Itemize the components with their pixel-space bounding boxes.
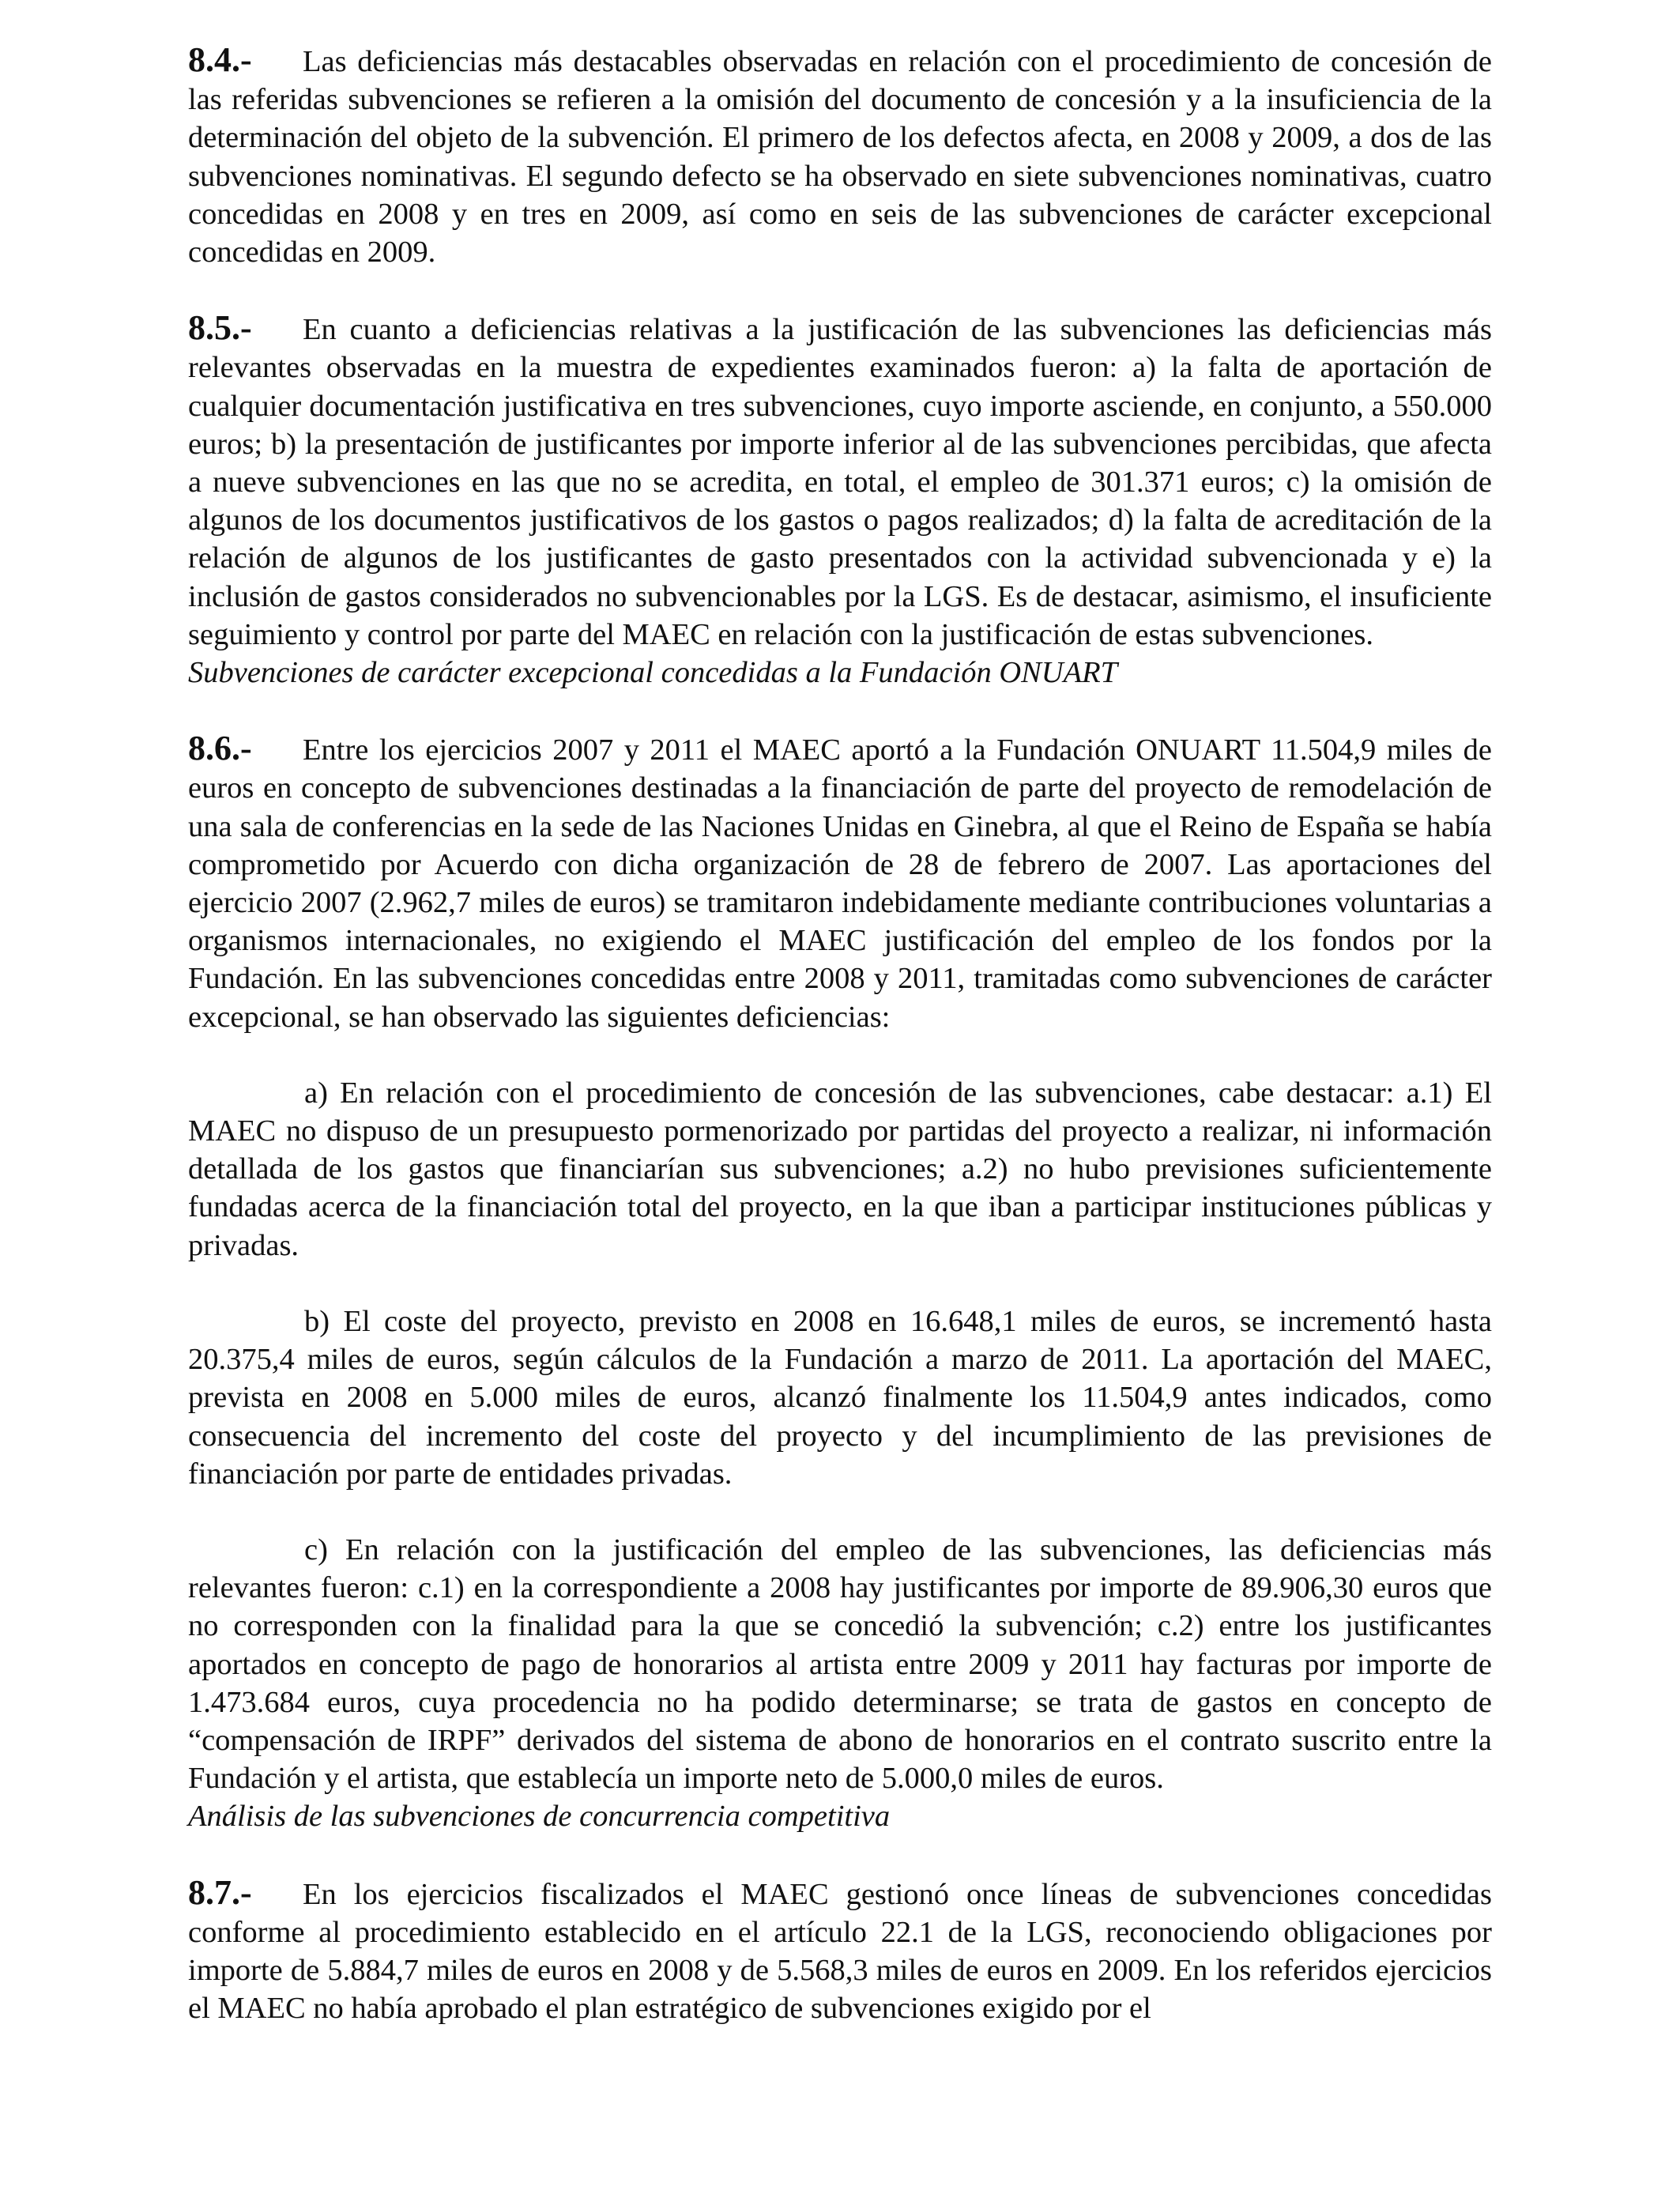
paragraph-8-4 (188, 41, 1492, 271)
paragraph-text: Las deficiencias más destacables observadas en relación con el procedimiento de concesión de las referidas subvenciones se refieren a la omisión del documento de concesión y a la insuficiencia de la determinación del objeto de la subvención. El primero de los defectos afecta, en 2008 y 2009, a dos de las subvenciones nominativas. El segundo defecto se ha observado en siete subvenciones nominativas, cuatro concedidas en 2008 y en tres en 2009, así como en seis de las subvenciones de carácter excepcional concedidas en 2009. (188, 45, 1492, 270)
paragraph-8-5 (188, 309, 1492, 654)
paragraph-8-6 (188, 729, 1492, 1036)
paragraph-text: Entre los ejercicios 2007 y 2011 el MAEC aportó a la Fundación ONUART 11.504,9 miles de euros en concepto de subvenciones destinadas a la financiación de parte del proyecto de remodelación de una sala de conferencias en la sede de las Naciones Unidas en Ginebra, al que el Reino de España se había comprometido por Acuerdo con dicha organización de 28 de febrero de 2007. Las aportaciones del ejercicio 2007 (2.962,7 miles de euros) se tramitaron indebidamente mediante contribuciones voluntarias a organismos internacionales, no exigiendo el MAEC justificación del empleo de los fondos por la Fundación. En las subvenciones concedidas entre 2008 y 2011, tramitadas como subvenciones de carácter excepcional, se han observado las siguientes deficiencias: (188, 733, 1492, 1034)
paragraph-number: 8.4.- (188, 40, 252, 79)
paragraph-8-7 (188, 1874, 1492, 2028)
list-item-a: a) En relación con el procedimiento de concesión de las subvenciones, cabe destacar: a.1) El MAEC no dispuso de un presupuesto pormenorizado por partidas del proyecto a realizar, ni información detallada de los gastos que financiarían sus subvenciones; a.2) no hubo previsiones suficientemente fundadas acerca de la financiación total del proyecto, en la que iban a participar instituciones públicas y privadas. (188, 1076, 1492, 1262)
document-page (188, 41, 1492, 2027)
paragraph-number: 8.5.- (188, 308, 252, 348)
section-heading-onuart: Subvenciones de carácter excepcional concedidas a la Fundación ONUART (188, 656, 1118, 690)
paragraph-text: En cuanto a deficiencias relativas a la justificación de las subvenciones las deficiencias más relevantes observadas en la muestra de expedientes examinados fueron: a) la falta de aportación de cualquier documentación justificativa en tres subvenciones, cuyo importe asciende, en conjunto, a 550.000 euros; b) la presentación de justificantes por importe inferior al de las subvenciones percibidas, que afecta a nueve subvenciones en las que no se acredita, en total, el empleo de 301.371 euros; c) la omisión de algunos de los documentos justificativos de los gastos o pagos realizados; d) la falta de acreditación de la relación de algunos de los justificantes de gasto presentados con la actividad subvencionada y e) la inclusión de gastos considerados no subvencionables por la LGS. Es de destacar, asimismo, el insuficiente seguimiento y control por parte del MAEC en relación con la justificación de estas subvenciones. (188, 313, 1492, 651)
paragraph-number: 8.6.- (188, 729, 252, 768)
paragraph-text: En los ejercicios fiscalizados el MAEC gestionó once líneas de subvenciones concedidas conforme al procedimiento establecido en el artículo 22.1 de la LGS, reconociendo obligaciones por importe de 5.884,7 miles de euros en 2008 y de 5.568,3 miles de euros en 2009. En los referidos ejercicios el MAEC no había aprobado el plan estratégico de subvenciones exigido por el (188, 1877, 1492, 2026)
list-item-b: b) El coste del proyecto, previsto en 2008 en 16.648,1 miles de euros, se incrementó hasta 20.375,4 miles de euros, según cálculos de la Fundación a marzo de 2011. La aportación del MAEC, prevista en 2008 en 5.000 miles de euros, alcanzó finalmente los 11.504,9 antes indicados, como consecuencia del incremento del coste del proyecto y del incumplimiento de las previsiones de financiación por parte de entidades privadas. (188, 1304, 1492, 1491)
section-heading-concurrencia: Análisis de las subvenciones de concurrencia competitiva (188, 1800, 891, 1834)
list-item-c: c) En relación con la justificación del empleo de las subvenciones, las deficiencias más relevantes fueron: c.1) en la correspondiente a 2008 hay justificantes por importe de 89.906,30 euros que no corresponden con la finalidad para la que se concedió la subvención; c.2) entre los justificantes aportados en concepto de pago de honorarios al artista entre 2009 y 2011 hay facturas por importe de 1.473.684 euros, cuya procedencia no ha podido determinarse; se trata de gastos en concepto de “compensación de IRPF” derivados del sistema de abono de honorarios en el contrato suscrito entre la Fundación y el artista, que establecía un importe neto de 5.000,0 miles de euros. (188, 1532, 1492, 1796)
paragraph-number: 8.7.- (188, 1872, 252, 1912)
